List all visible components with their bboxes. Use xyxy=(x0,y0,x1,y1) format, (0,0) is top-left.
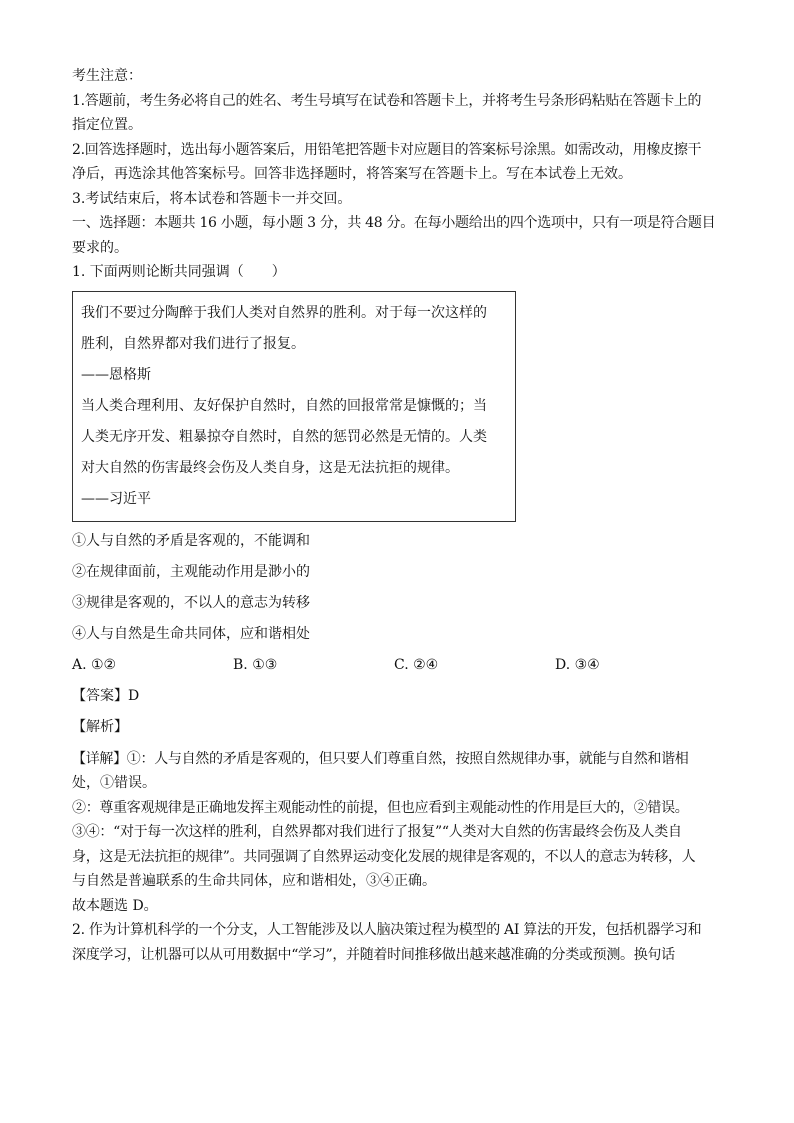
notice-line: 3.考试结束后，将本试卷和答题卡一并交回。 xyxy=(72,190,352,207)
analysis-line: 与自然是普遍联系的生命共同体，应和谐相处，③④正确。 xyxy=(72,873,436,889)
quote-box xyxy=(72,291,516,522)
answer-label: 【答案】D xyxy=(72,687,140,704)
statement-item: ①人与自然的矛盾是客观的，不能调和 xyxy=(72,532,310,549)
analysis-line: ③④：“对于每一次这样的胜利，自然界都对我们进行了报复”“人类对大自然的伤害最终会伤及人类自 xyxy=(72,824,682,840)
question-line: 深度学习，让机器可以从可用数据中“学习”，并随着时间推移做出越来越准确的分类或预测。换句话 xyxy=(72,946,675,963)
choice-b: B. ①③ xyxy=(233,656,278,673)
question-2 xyxy=(72,918,724,967)
notice-section xyxy=(72,64,724,211)
question-1 xyxy=(72,260,724,918)
statement-item: ②在规律面前，主观能动作用是渺小的 xyxy=(72,563,310,580)
notice-line: 1.答题前，考生务必将自己的姓名、考生号填写在试卷和答题卡上，并将考生号条形码粘贴在答题卡上的 xyxy=(72,92,702,109)
quote-attribution: ——习近平 xyxy=(81,490,151,507)
question-line: 2. 作为计算机科学的一个分支，人工智能涉及以人脑决策过程为模型的 AI 算法的开发，包括机器学习和 xyxy=(72,922,702,938)
quote-attribution: ——恩格斯 xyxy=(81,366,151,383)
choice-d: D. ③④ xyxy=(555,656,600,673)
choice-a: A. ①② xyxy=(72,656,117,673)
quote-line: 胜利，自然界都对我们进行了报复。 xyxy=(81,335,305,352)
quote-line: 人类无序开发、粗暴掠夺自然时，自然的惩罚必然是无情的。人类 xyxy=(81,428,487,445)
answer-choices xyxy=(72,650,724,681)
analysis-line: ②：尊重客观规律是正确地发挥主观能动性的前提，但也应看到主观能动性的作用是巨大的，②错误。 xyxy=(72,799,689,816)
section-heading-line: 一、选择题：本题共 16 小题，每小题 3 分，共 48 分。在每小题给出的四个选项中，只有一项是符合题目 xyxy=(72,215,716,231)
section-heading xyxy=(72,211,724,260)
analysis-label: 【解析】 xyxy=(72,718,128,735)
statement-item: ④人与自然是生命共同体，应和谐相处 xyxy=(72,625,310,642)
notice-line: 指定位置。 xyxy=(72,117,142,133)
notice-title: 考生注意： xyxy=(72,68,142,84)
analysis-body xyxy=(72,747,724,919)
notice-line: 2.回答选择题时，选出每小题答案后，用铅笔把答题卡对应题目的答案标号涂黑。如需改动，用橡皮擦干 xyxy=(72,141,702,158)
statement-item: ③规律是客观的，不以人的意志为转移 xyxy=(72,594,310,611)
analysis-line: 【详解】①：人与自然的矛盾是客观的，但只要人们尊重自然，按照自然规律办事，就能与自然和谐相 xyxy=(72,750,689,767)
analysis-line: 故本题选 D。 xyxy=(72,897,158,914)
section-heading-line: 要求的。 xyxy=(72,239,128,256)
choice-c: C. ②④ xyxy=(394,656,439,673)
analysis-line: 处，①错误。 xyxy=(72,775,156,791)
question-stem: 1. 下面两则论断共同强调（ ） xyxy=(72,264,286,280)
notice-line: 净后，再选涂其他答案标号。回答非选择题时，将答案写在答题卡上。写在本试卷上无效。 xyxy=(72,166,632,182)
quote-line: 我们不要过分陶醉于我们人类对自然界的胜利。对于每一次这样的 xyxy=(81,304,487,321)
analysis-line: 身，这是无法抗拒的规律”。共同强调了自然界运动变化发展的规律是客观的，不以人的意志为转移，人 xyxy=(72,848,696,865)
quote-line: 对大自然的伤害最终会伤及人类自身，这是无法抗拒的规律。 xyxy=(81,459,459,476)
quote-line: 当人类合理利用、友好保护自然时，自然的回报常常是慷慨的；当 xyxy=(81,397,487,414)
exam-page xyxy=(72,64,724,967)
